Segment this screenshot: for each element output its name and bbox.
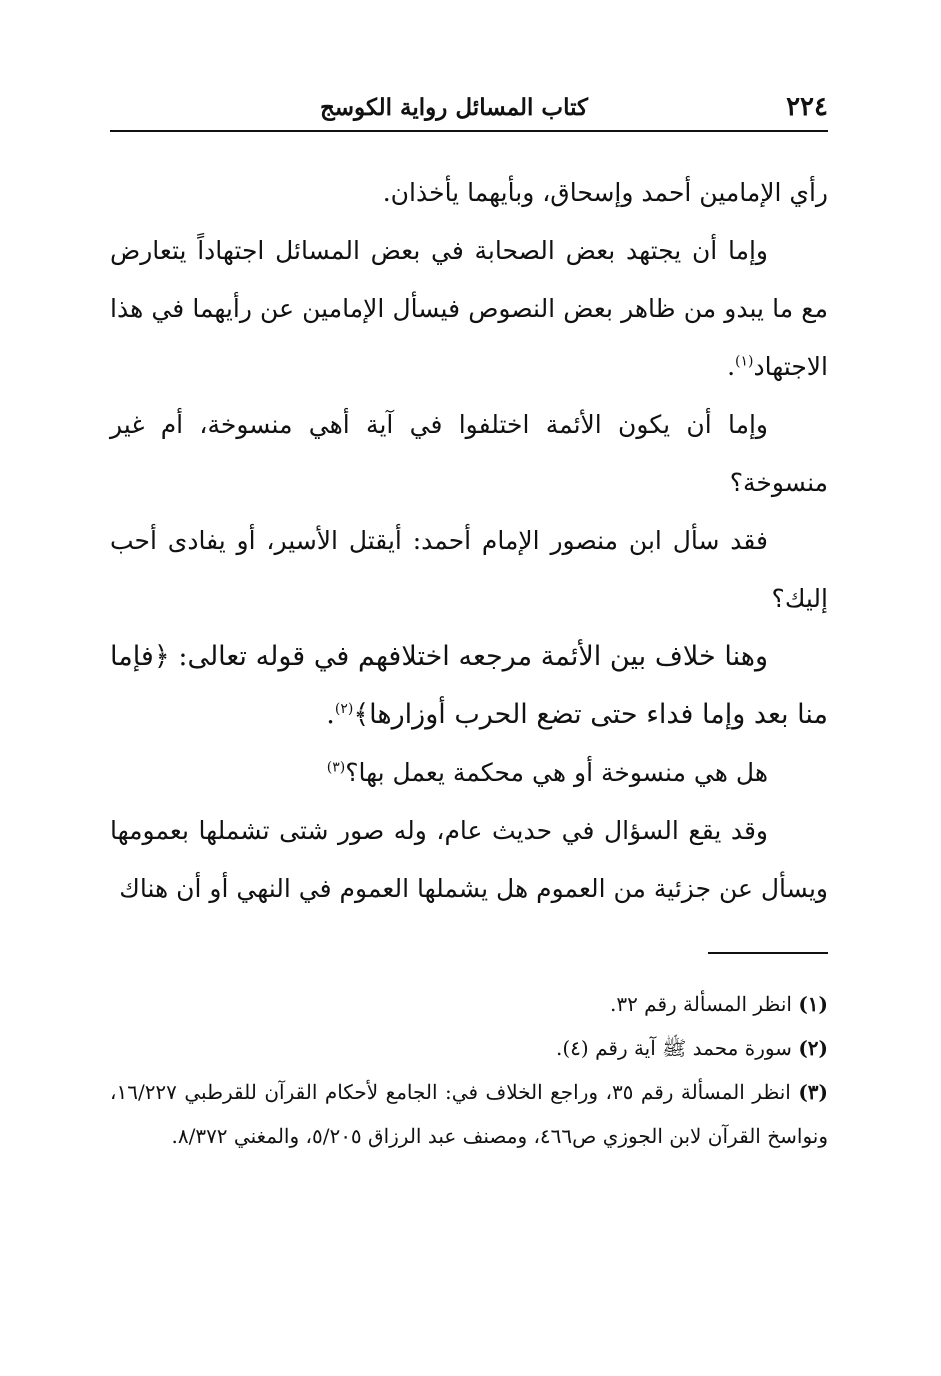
footnote-3: [110, 1070, 828, 1158]
footnote-1: [110, 982, 828, 1026]
paragraph-7: وقد يقع السؤال في حديث عام، وله صور شتى تشملها بعمومها ويسأل عن جزئية من العموم هل يشملها العموم في النهي أو أن هناك: [110, 816, 828, 903]
footnote-ref-3: (٣): [326, 759, 346, 776]
footnote-text: انظر المسألة رقم ٣٢.: [609, 992, 792, 1016]
footnote-text: انظر المسألة رقم ٣٥، وراجع الخلاف في: الجامع لأحكام القرآن للقرطبي ١٦/٢٢٧، ونواسخ القرآن لابن الجوزي ص٤٦٦، ومصنف عبد الرزاق ٥/٢٠٥، والمغني ٨/٣٧٢.: [110, 1080, 828, 1148]
paragraph-2-end: .: [727, 352, 736, 381]
main-text: [110, 164, 828, 918]
footnote-ref-2: (٢): [334, 701, 354, 717]
paragraph-3: وإما أن يكون الأئمة اختلفوا في آية أهي منسوخة، أم غير منسوخة؟: [110, 410, 828, 497]
book-page: [110, 88, 828, 1158]
footnote-text: سورة محمد ﷺ آية رقم (٤).: [555, 1036, 792, 1060]
footnote-ref-1: (١): [735, 353, 754, 370]
paragraph-2: [110, 222, 828, 396]
paragraph-2-text: وإما أن يجتهد بعض الصحابة في بعض المسائل اجتهاداً يتعارض مع ما يبدو من ظاهر بعض النصوص فيسأل الإمامين عن رأيهما في هذا الاجتهاد: [110, 236, 828, 381]
footnote-number: (٢): [798, 1036, 828, 1060]
page-header: [110, 88, 828, 132]
paragraph-6-text: هل هي منسوخة أو هي محكمة يعمل بها؟: [345, 758, 768, 787]
paragraph-6: [110, 744, 828, 802]
paragraph-4: فقد سأل ابن منصور الإمام أحمد: أيقتل الأسير، أو يفادى أحب إليك؟: [110, 526, 828, 613]
footnotes: [110, 982, 828, 1158]
paragraph-5-text: وهنا خلاف بين الأئمة مرجعه اختلافهم في قوله تعالى: ﴿فإما منا بعد وإما فداء حتى تضع الحرب أوزارها﴾: [110, 641, 828, 730]
paragraph-1: رأي الإمامين أحمد وإسحاق، وبأيهما يأخذان.: [382, 178, 828, 207]
paragraph-5: [110, 628, 828, 744]
footnote-number: (١): [798, 992, 828, 1016]
footnote-2: [110, 1026, 828, 1070]
footnote-divider: [708, 952, 828, 954]
footnote-number: (٣): [798, 1080, 829, 1104]
running-title: كتاب المسائل رواية الكوسج: [319, 94, 588, 121]
paragraph-5-end: .: [326, 699, 335, 730]
page-number: ٢٢٤: [786, 92, 828, 122]
